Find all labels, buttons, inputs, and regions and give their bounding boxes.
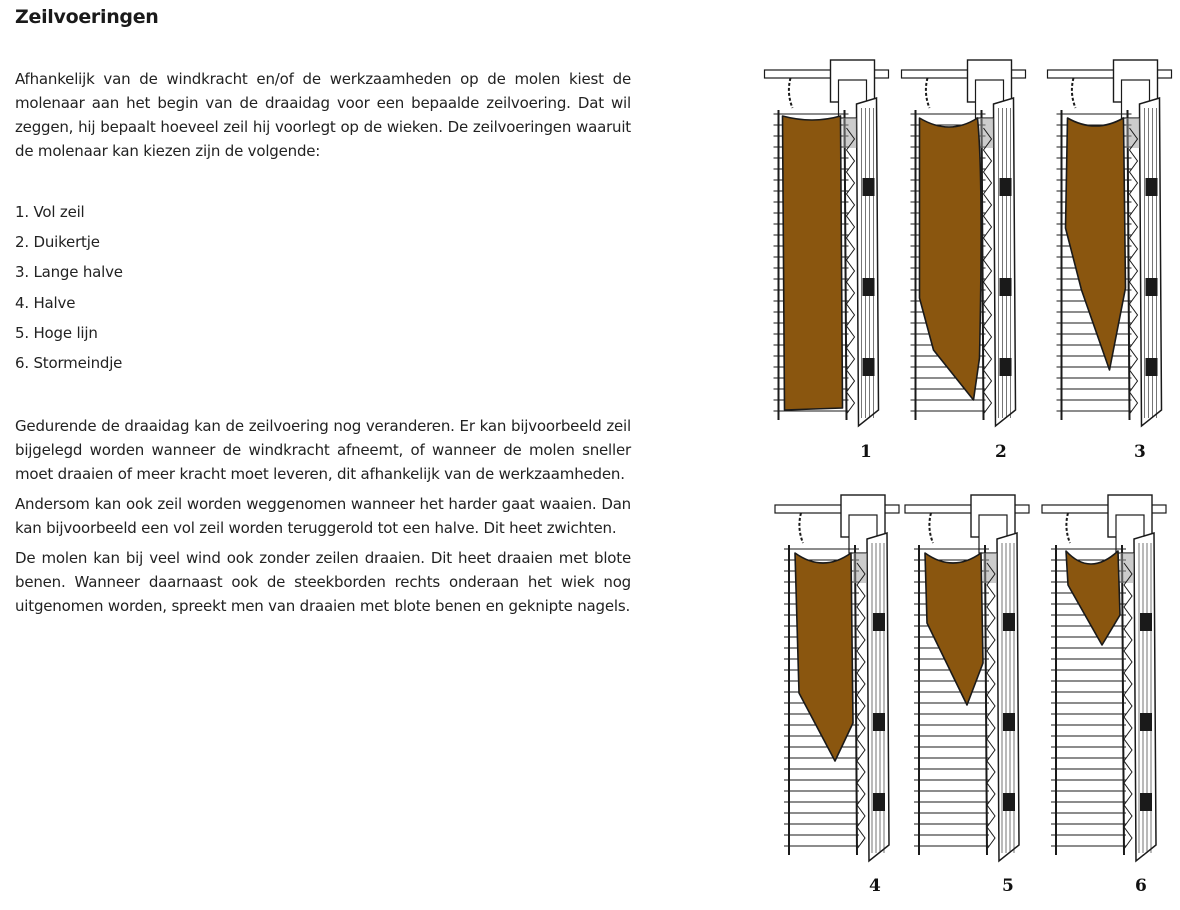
sail: [1066, 118, 1126, 370]
shade: [853, 553, 867, 583]
board-block: [1000, 178, 1012, 196]
figure-label: 2: [995, 442, 1007, 462]
sail-figure-2: [897, 58, 1032, 438]
paragraph: Andersom kan ook zeil worden weggenomen wanneer het harder gaat waaien. Dan kan bijvoorbeeld een vol zeil worden teruggerold tot een halve. Dit heet zwichten.: [15, 495, 631, 537]
figure-label: 1: [860, 442, 872, 462]
stock-board: [857, 98, 879, 426]
lattice-rail: [1128, 110, 1130, 420]
shade: [1120, 553, 1134, 583]
board-block: [873, 613, 885, 631]
figure-label: 5: [1002, 876, 1014, 896]
paragraph: Gedurende de draaidag kan de zeilvoering nog veranderen. Er kan bijvoorbeeld zeil bijgelegd worden wanneer de windkracht afneemt, of wanneer de molen sneller moet draaien of meer kracht moet leveren, dit afhankelijk van de werkzaamheden.: [15, 417, 631, 483]
list-item: 2. Duikertje: [15, 233, 100, 252]
stock-board: [1134, 533, 1156, 861]
sail: [920, 118, 982, 400]
lattice-rail: [985, 545, 987, 855]
stock-board: [1140, 98, 1162, 426]
board-block: [1003, 713, 1015, 731]
paragraph: De molen kan bij veel wind ook zonder zeilen draaien. Dit heet draaien met blote benen. Wanneer daarnaast ook de steekborden rechts onderaan het wiek nog uitgenomen worden, spreekt men van draaien met blote benen en geknipte nagels.: [15, 549, 631, 615]
board-block: [873, 793, 885, 811]
lattice-rail: [845, 110, 847, 420]
lattice-rail: [855, 545, 857, 855]
sail-figure-4: [773, 493, 903, 873]
shade: [980, 118, 994, 148]
shade: [1126, 118, 1140, 148]
lattice-rail: [1122, 545, 1124, 855]
lashing: [857, 563, 865, 849]
stock-board: [994, 98, 1016, 426]
board-block: [1000, 358, 1012, 376]
shade: [983, 553, 997, 583]
stock-board: [867, 533, 889, 861]
board-block: [1000, 278, 1012, 296]
list-item: 1. Vol zeil: [15, 203, 85, 221]
chain: [926, 78, 930, 108]
stock-board: [997, 533, 1019, 861]
lattice-rail: [982, 110, 984, 420]
lashing: [1124, 563, 1132, 849]
sail: [783, 116, 843, 410]
board-block: [1140, 613, 1152, 631]
board-block: [873, 713, 885, 731]
chain: [799, 513, 803, 543]
lashing: [1130, 128, 1138, 414]
board-block: [1140, 793, 1152, 811]
board-block: [863, 178, 875, 196]
chain: [1072, 78, 1076, 108]
sail: [925, 553, 983, 705]
board-block: [1146, 278, 1158, 296]
sail-figure-6: [1040, 493, 1170, 873]
intro-section: [15, 67, 631, 169]
chain: [929, 513, 933, 543]
lashing: [984, 128, 992, 414]
shade: [843, 118, 857, 148]
page-title: Zeilvoeringen: [15, 6, 159, 28]
list-item: 3. Lange halve: [15, 263, 123, 282]
list-item: 4. Halve: [15, 293, 76, 312]
board-block: [863, 278, 875, 296]
board-block: [1146, 178, 1158, 196]
board-block: [1003, 613, 1015, 631]
chain: [1066, 513, 1070, 543]
board-block: [1140, 713, 1152, 731]
figure-label: 6: [1135, 876, 1147, 896]
board-block: [1003, 793, 1015, 811]
board-block: [1146, 358, 1158, 376]
lashing: [847, 128, 855, 414]
lashing: [987, 563, 995, 849]
sail: [1066, 551, 1120, 645]
sail-figure-3: [1043, 58, 1178, 438]
sail-figure-5: [903, 493, 1033, 873]
list-item: 6. Stormeindje: [15, 353, 123, 372]
list-item: 5. Hoge lijn: [15, 323, 98, 342]
figure-label: 4: [869, 876, 881, 896]
figure-label: 3: [1134, 442, 1146, 462]
sail-figure-1: [760, 58, 895, 438]
chain: [789, 78, 793, 108]
intro-paragraph: Afhankelijk van de windkracht en/of de werkzaamheden op de molen kiest de molenaar aan het begin van de draaidag voor een bepaalde zeilvoering. Dat wil zeggen, hij bepaalt hoeveel zeil hij voorlegt op de wieken. De zeilvoeringen waaruit de molenaar kan kiezen zijn de volgende:: [15, 70, 631, 160]
sail: [795, 553, 853, 761]
sail-settings-list: [15, 200, 631, 381]
body-section: [15, 414, 631, 624]
board-block: [863, 358, 875, 376]
